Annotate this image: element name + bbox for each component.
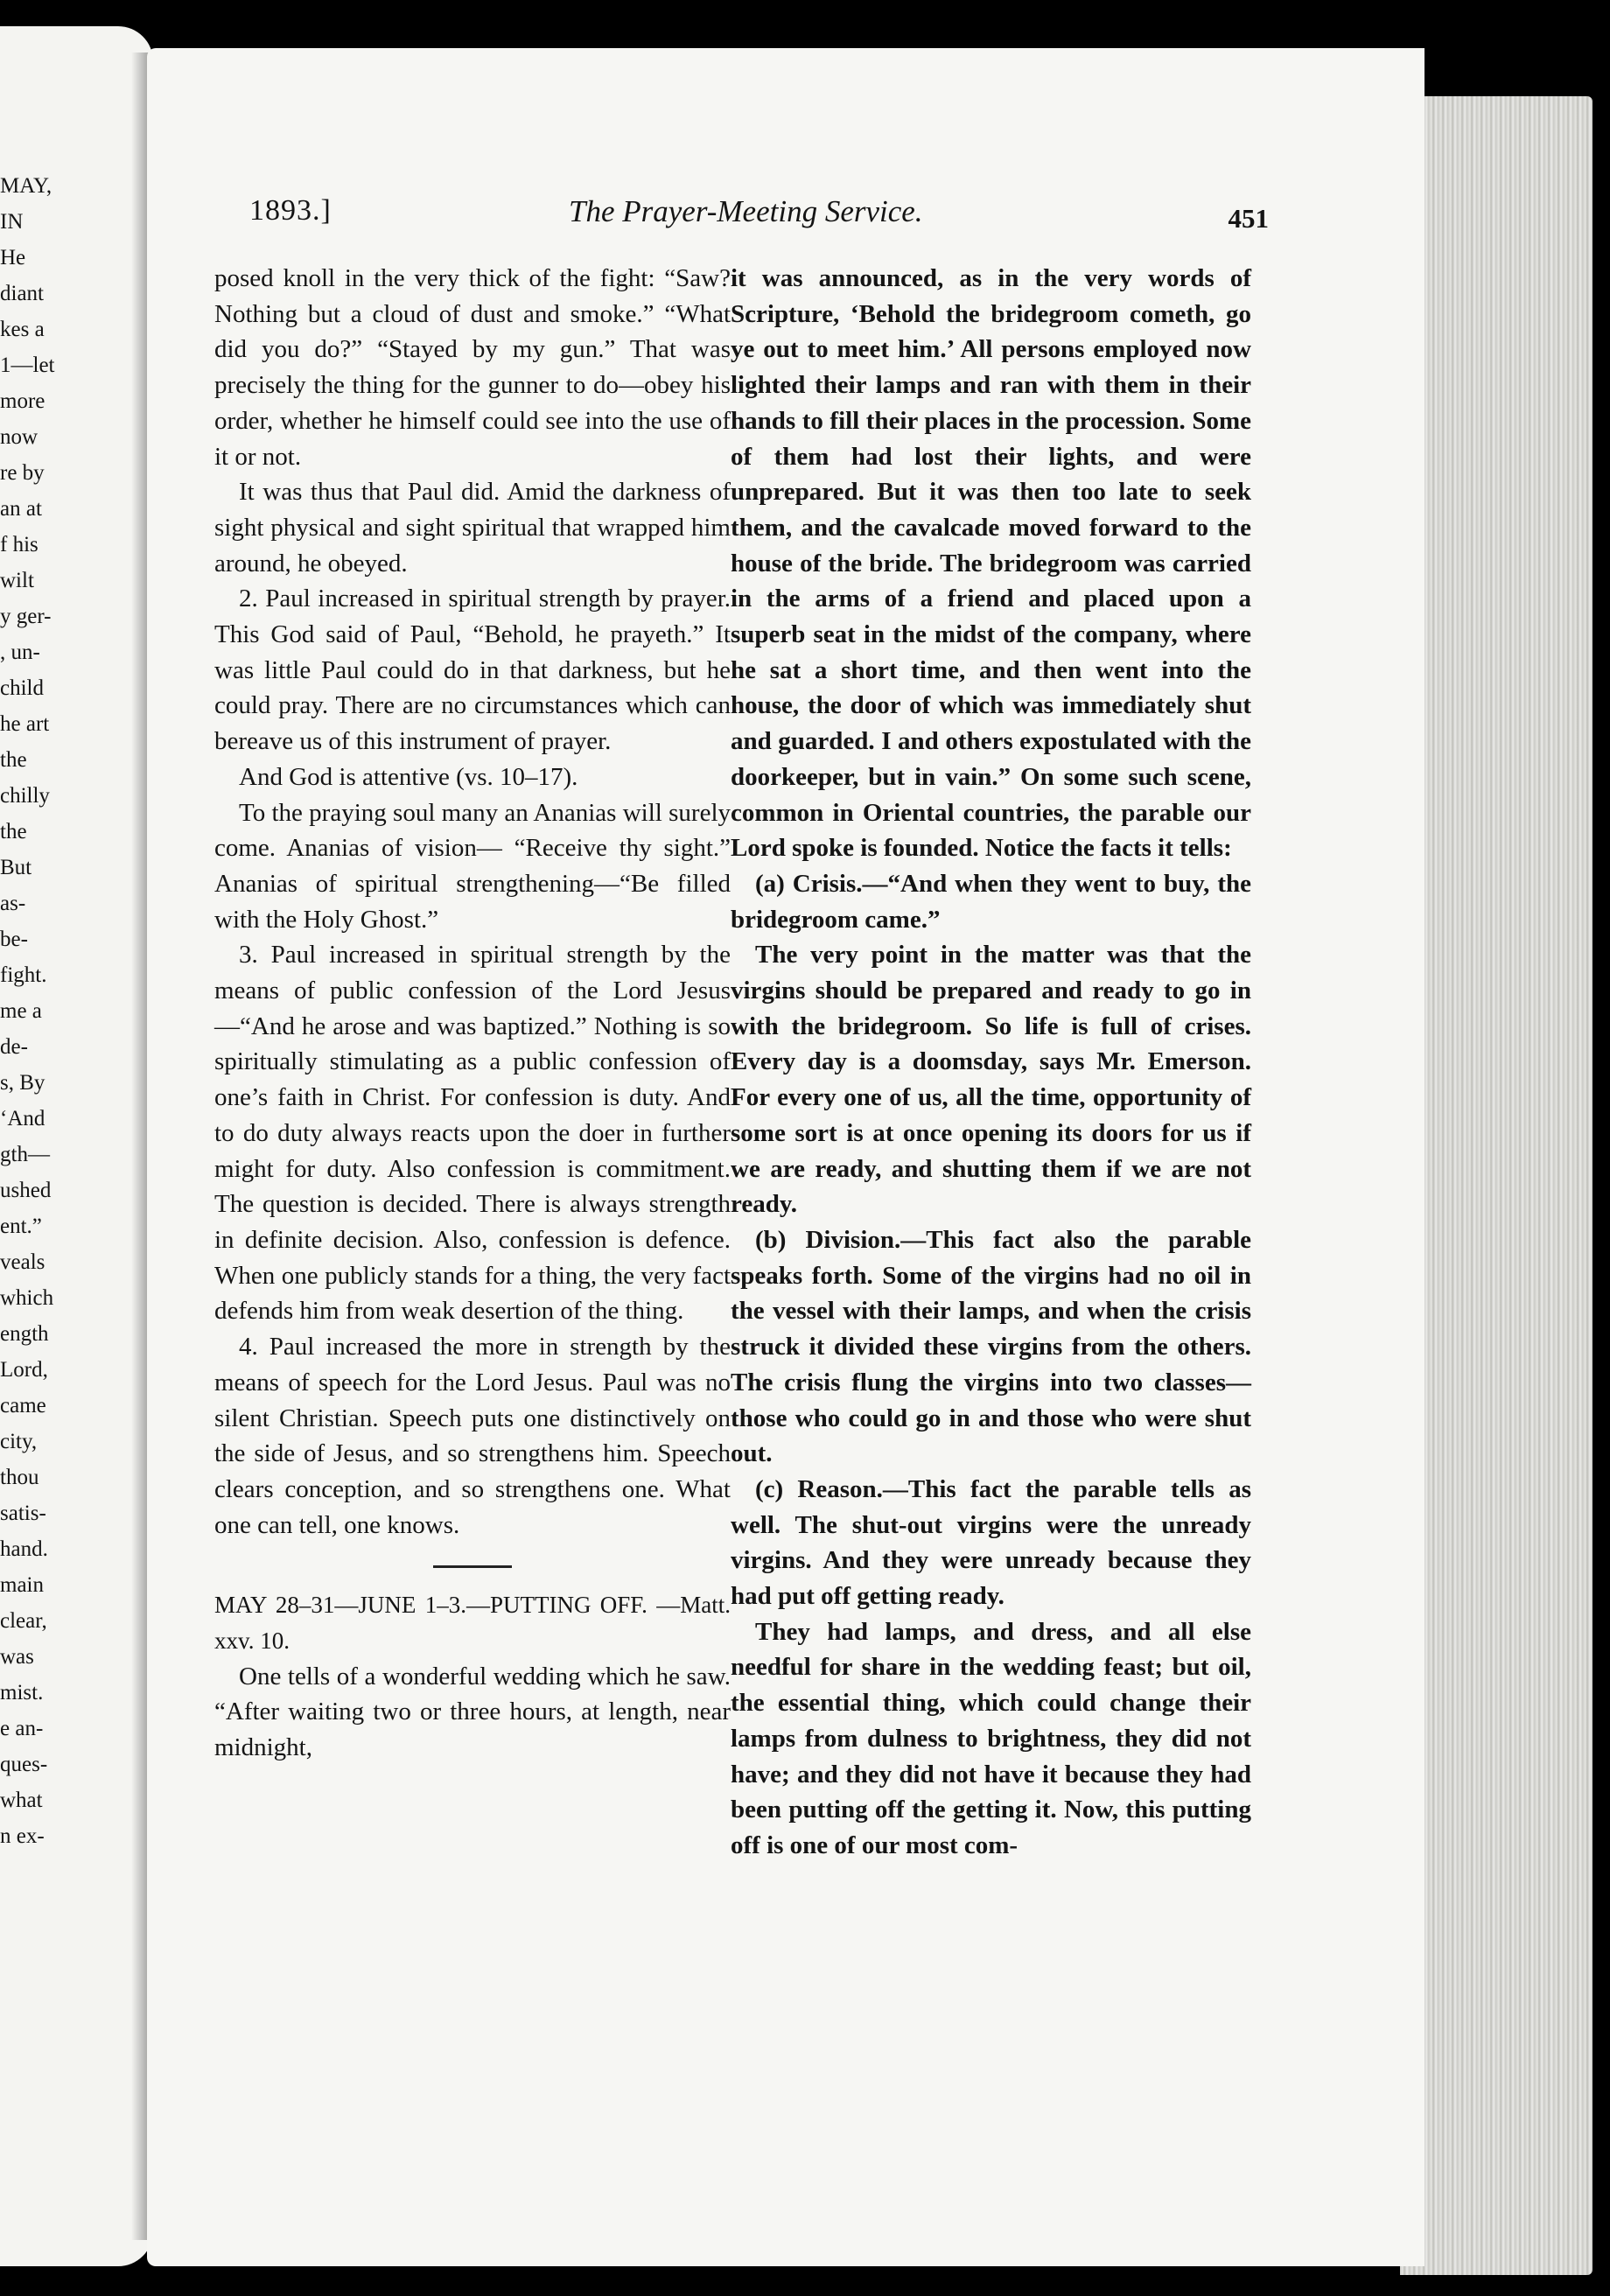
paragraph: And God is attentive (vs. 10–17). (239, 762, 578, 791)
facing-page-fragment: what (0, 1788, 43, 1812)
facing-page-fragment: an at (0, 497, 42, 521)
facing-page-fragment: But (0, 856, 32, 879)
paragraph: 4. Paul increased the more in strength by the means of speech for the Lord Jesus. Paul was no silent Christian. Speech puts one distinctively on the side of Jesus, and so strengthens him. Speech clears conception, and so strengthens one. What one can tell, one knows. (214, 1333, 731, 1539)
paragraph: it was announced, as in the very words of Scripture, ‘Behold the bridegroom cometh, go ye out to meet him.’ All persons employed now lighted their lamps and ran with them in their hands to fill their places in the procession. Some of them had lost their lights, and were unprepared. But it was then too late to seek them, and the cavalcade moved forward to the house of the bride. The bridegroom was carried in the arms of a friend and placed upon a superb seat in the midst of the company, where he sat a short time, and then went into the house, the door of which was immediately shut and guarded. I and others expostulated with the doorkeeper, but in vain.” On some such scene, common in Oriental countries, the parable our Lord spoke is founded. Notice the facts it tells: (731, 264, 1251, 863)
paragraph: (b) Division.—This fact also the parable speaks forth. Some of the virgins had no oil in the vessel with their lamps, and when the crisis struck it divided these virgins from the others. The crisis flung the virgins into two classes—those who could go in and those who were shut out. (731, 1225, 1251, 1468)
facing-page-fragment: me a (0, 999, 42, 1023)
page-edges (1400, 96, 1592, 2275)
facing-page-fragment: as- (0, 892, 26, 915)
paragraph: 2. Paul increased in spiritual strength by prayer. This God said of Paul, “Behold, he prayeth.” It was little Paul could do in that darkness, but he could pray. There are no circumstances which can bereave us of this instrument of prayer. (214, 584, 731, 756)
facing-page-fragment: veals (0, 1250, 46, 1274)
facing-page-fragment: child (0, 676, 44, 700)
facing-page-fragment: Lord, (0, 1358, 48, 1382)
paragraph: The very point in the matter was that the virgins should be prepared and ready to go in with the bridegroom. So life is full of crises. Every day is a doomsday, says Mr. Emerson. For every one of us, all the time, opportunity of some sort is at once opening its doors for us if we are ready, and shutting them if we are not ready. (731, 941, 1251, 1219)
header-year: 1893.] (249, 194, 332, 227)
facing-page-fragment: the (0, 748, 27, 772)
facing-page-fragment: clear, (0, 1609, 47, 1633)
paragraph: 3. Paul increased in spiritual strength by the means of public confession of the Lord Jesus—“And he arose and was baptized.” Nothing is so spiritually stimulating as a public confession of one’s faith in Christ. For confession is duty. And to do duty always reacts upon the doer in further might for duty. Also confession is commitment. The question is decided. There is always strength in definite decision. Also, confession is defence. When one publicly stands for a thing, the very fact defends him from weak desertion of the thing. (214, 941, 731, 1326)
paragraph: posed knoll in the very thick of the fight: “Saw? Nothing but a cloud of dust and smoke.” “What did you do?” “Stayed by my gun.” That was precisely the thing for the gunner to do—obey his order, whether he himself could see into the use of it or not. (214, 264, 731, 471)
facing-page-fragment: y ger- (0, 605, 52, 628)
facing-page-fragment: de- (0, 1035, 28, 1059)
facing-page-fragment: came (0, 1394, 46, 1418)
running-header (249, 194, 1269, 238)
page-number: 451 (1228, 203, 1269, 234)
facing-page-fragment: he art (0, 712, 50, 736)
facing-page-fragment: He (0, 246, 26, 270)
facing-page-fragment: ent.” (0, 1214, 42, 1238)
facing-page-fragment: mist. (0, 1681, 44, 1704)
section-divider (433, 1565, 512, 1568)
facing-page-fragment: 1—let (0, 354, 55, 377)
paragraph: To the praying soul many an Ananias will surely come. Ananias of vision— “Receive thy sight.” Ananias of spiritual strengthening—“Be filled with the Holy Ghost.” (214, 798, 731, 934)
facing-page-fragment: diant (0, 282, 44, 305)
facing-page-fragment: gth— (0, 1143, 50, 1166)
facing-page-fragment: was (0, 1645, 34, 1669)
paragraph: One tells of a wonderful wedding which he saw. “After waiting two or three hours, at length, near midnight, (214, 1662, 731, 1762)
facing-page-fragment: MAY, (0, 174, 52, 198)
facing-page-fragment: now (0, 425, 38, 449)
facing-page-fragment: ques- (0, 1753, 48, 1776)
paragraph: It was thus that Paul did. Amid the darkness of sight physical and sight spiritual that wrapped him around, he obeyed. (214, 478, 731, 578)
facing-page-fragment: n ex- (0, 1824, 45, 1848)
paragraph: (c) Reason.—This fact the parable tells as well. The shut-out virgins were the unready virgins. And they were unready because they had put off getting ready. (731, 1474, 1251, 1611)
facing-page-fragment: which (0, 1286, 54, 1310)
facing-page-fragment: fight. (0, 963, 47, 987)
facing-page-fragment: hand. (0, 1537, 48, 1561)
paragraph: They had lamps, and dress, and all else needful for share in the wedding feast; but oil, the essential thing, which could change their lamps from dulness to brightness, they did not have; and they did not have it because they had been putting off the getting it. Now, this putting off is one of our most com- (731, 1617, 1251, 1859)
section-heading: MAY 28–31—JUNE 1–3.—PUTTING OFF. —Matt. xxv. 10. (214, 1592, 731, 1655)
facing-page-fragment: kes a (0, 318, 45, 341)
facing-page-fragment: ‘And (0, 1107, 46, 1130)
facing-page-fragment: , un- (0, 640, 40, 664)
facing-page-fragment: s, By (0, 1071, 46, 1095)
facing-page-fragment: be- (0, 928, 28, 951)
header-title: The Prayer-Meeting Service. (569, 194, 923, 228)
right-column (731, 261, 1251, 1864)
facing-page-fragment: wilt (0, 569, 34, 592)
facing-page-fragment: city, (0, 1430, 38, 1453)
facing-page-fragment: re by (0, 461, 45, 485)
facing-page-fragment: IN (0, 210, 24, 234)
facing-page-fragment: ushed (0, 1179, 52, 1202)
facing-page-fragment: satis- (0, 1502, 46, 1525)
left-column (214, 261, 731, 1766)
facing-page-fragment: ength (0, 1322, 49, 1346)
facing-page (0, 26, 153, 2266)
facing-page-fragment: main (0, 1573, 44, 1597)
facing-page-fragment: the (0, 820, 27, 844)
facing-page-fragment: more (0, 389, 46, 413)
facing-page-fragment: f his (0, 533, 38, 556)
paragraph: (a) Crisis.—“And when they went to buy, the bridegroom came.” (731, 869, 1251, 934)
facing-page-fragment: chilly (0, 784, 50, 808)
facing-page-fragment: e an- (0, 1717, 44, 1740)
facing-page-fragment: thou (0, 1466, 39, 1489)
